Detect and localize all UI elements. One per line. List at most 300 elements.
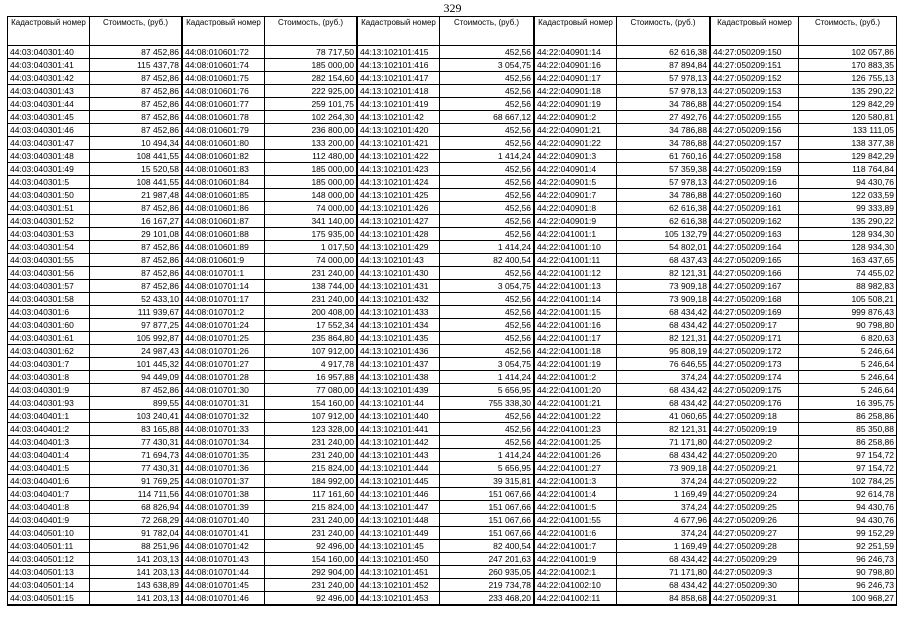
table-row [183,202,357,215]
cost-cell: 452,56 [440,72,534,85]
cadastral-number-cell: 44:22:041001:55 [535,514,617,527]
cost-cell: 126 755,13 [799,72,897,85]
cadastral-number-cell: 44:03:040301:52 [8,215,90,228]
cadastral-number-cell: 44:22:040901:16 [535,59,617,72]
cost-cell: 57 978,13 [617,176,710,189]
cadastral-number-cell: 44:08:010701:31 [183,397,265,410]
cost-cell: 999 876,43 [799,306,897,319]
table-row [358,293,534,306]
cost-cell: 94 430,76 [799,501,897,514]
cost-cell: 82 400,54 [440,254,534,267]
table-row [535,124,710,137]
cadastral-number-cell: 44:03:040401:9 [8,514,90,527]
cost-cell: 129 842,29 [799,150,897,163]
table-row [535,85,710,98]
table-row [535,189,710,202]
table-row [358,124,534,137]
cadastral-number-cell: 44:08:010701:43 [183,553,265,566]
table-row [711,124,897,137]
cadastral-number-cell: 44:08:010601:75 [183,72,265,85]
table-row [535,566,710,579]
table-row [358,566,534,579]
cost-cell: 231 240,00 [265,436,357,449]
cost-cell: 90 798,80 [799,566,897,579]
cost-cell: 231 240,00 [265,527,357,540]
table-row [183,436,357,449]
table-row [8,254,182,267]
cost-cell: 170 883,35 [799,59,897,72]
cost-cell: 151 067,66 [440,514,534,527]
table-row [535,306,710,319]
cost-cell: 5 246,64 [799,371,897,384]
cadastral-number-cell: 44:03:040301:41 [8,59,90,72]
cadastral-number-cell: 44:13:102101:45 [358,540,440,553]
cost-cell: 1 169,49 [617,540,710,553]
cost-cell: 16 395,75 [799,397,897,410]
table-row [535,371,710,384]
cadastral-number-cell: 44:08:010701:2 [183,306,265,319]
cadastral-number-cell: 44:08:010601:78 [183,111,265,124]
cost-cell: 83 165,88 [90,423,182,436]
table-row [358,111,534,124]
cadastral-number-cell: 44:08:010701:38 [183,488,265,501]
table-row [711,85,897,98]
table-row [183,189,357,202]
cost-cell: 374,24 [617,371,710,384]
cost-cell: 68 437,43 [617,254,710,267]
table-row [358,215,534,228]
cost-cell: 34 786,88 [617,137,710,150]
table-row [535,59,710,72]
cadastral-number-cell: 44:27:050209:175 [711,384,799,397]
cost-cell: 21 987,48 [90,189,182,202]
table-row [8,59,182,72]
cost-cell: 82 121,31 [617,267,710,280]
table-row [535,72,710,85]
table-row [8,137,182,150]
table-row [358,475,534,488]
cadastral-number-cell: 44:13:102101:432 [358,293,440,306]
cost-cell: 61 760,16 [617,150,710,163]
table-row [535,540,710,553]
cost-cell: 77 430,31 [90,462,182,475]
table-row [358,72,534,85]
table-row [183,449,357,462]
cadastral-number-cell: 44:13:102101:433 [358,306,440,319]
cost-cell: 107 912,00 [265,410,357,423]
cost-cell: 91 769,25 [90,475,182,488]
cadastral-number-cell: 44:13:102101:441 [358,423,440,436]
cadastral-number-cell: 44:22:041001:26 [535,449,617,462]
table-row [183,332,357,345]
cost-cell: 133 200,00 [265,137,357,150]
cadastral-number-cell: 44:03:040301:46 [8,124,90,137]
cost-cell: 151 067,66 [440,501,534,514]
cadastral-number-cell: 44:27:050209:169 [711,306,799,319]
cadastral-number-cell: 44:13:102101:429 [358,241,440,254]
cost-cell: 231 240,00 [265,514,357,527]
cadastral-number-cell: 44:27:050209:157 [711,137,799,150]
table-row [711,397,897,410]
cadastral-number-cell: 44:27:050209:150 [711,46,799,59]
table-row [711,215,897,228]
cadastral-number-cell: 44:27:050209:173 [711,358,799,371]
cadastral-number-cell: 44:27:050209:166 [711,267,799,280]
cadastral-number-cell: 44:27:050209:161 [711,202,799,215]
cost-cell: 92 496,00 [265,540,357,553]
cadastral-number-cell: 44:08:010701:28 [183,371,265,384]
cadastral-number-cell: 44:22:041001:14 [535,293,617,306]
cadastral-number-cell: 44:03:040501:10 [8,527,90,540]
cadastral-number-cell: 44:27:050209:18 [711,410,799,423]
table-row [711,111,897,124]
cadastral-table-4 [534,16,710,606]
cadastral-number-cell: 44:13:102101:423 [358,163,440,176]
cadastral-number-cell: 44:03:040301:58 [8,293,90,306]
cadastral-number-cell: 44:03:040301:8 [8,371,90,384]
cadastral-number-cell: 44:22:041001:21 [535,397,617,410]
cadastral-number-cell: 44:27:050209:3 [711,566,799,579]
cost-cell: 94 430,76 [799,176,897,189]
table-row [535,111,710,124]
cadastral-number-cell: 44:27:050209:27 [711,527,799,540]
cost-cell: 82 121,31 [617,332,710,345]
cost-cell: 200 408,00 [265,306,357,319]
cost-cell: 102 784,25 [799,475,897,488]
cadastral-number-cell: 44:08:010701:41 [183,527,265,540]
cost-cell: 78 717,50 [265,46,357,59]
cadastral-number-cell: 44:27:050209:155 [711,111,799,124]
table-row [711,72,897,85]
table-row [8,241,182,254]
cost-cell: 92 251,59 [799,540,897,553]
table-row [535,215,710,228]
table-row [711,176,897,189]
cadastral-number-cell: 44:13:102101:44 [358,397,440,410]
table-row [183,579,357,592]
table-row [183,306,357,319]
table-row [183,358,357,371]
cadastral-number-cell: 44:22:041001:19 [535,358,617,371]
table-row [8,514,182,527]
cost-cell: 71 694,73 [90,449,182,462]
table-row [711,475,897,488]
cadastral-number-cell: 44:27:050209:29 [711,553,799,566]
cost-cell: 101 445,32 [90,358,182,371]
cadastral-number-cell: 44:22:040901:2 [535,111,617,124]
cadastral-number-cell: 44:22:041001:1 [535,228,617,241]
cadastral-number-cell: 44:22:041001:3 [535,475,617,488]
cadastral-number-cell: 44:03:040301:45 [8,111,90,124]
cost-cell: 452,56 [440,98,534,111]
cost-cell: 1 017,50 [265,241,357,254]
cadastral-number-cell: 44:22:041001:23 [535,423,617,436]
cadastral-number-cell: 44:08:010601:72 [183,46,265,59]
table-row [535,345,710,358]
table-row [535,462,710,475]
cadastral-number-cell: 44:22:041002:10 [535,579,617,592]
cadastral-number-cell: 44:03:040301:54 [8,241,90,254]
cost-cell: 231 240,00 [265,449,357,462]
table-row [535,358,710,371]
header-cost: Стоимость, (руб.) [440,17,534,46]
cost-cell: 452,56 [440,228,534,241]
table-row [358,46,534,59]
table-row [358,384,534,397]
cost-cell: 175 935,00 [265,228,357,241]
cadastral-table-2 [182,16,357,606]
cadastral-number-cell: 44:03:040401:6 [8,475,90,488]
cadastral-number-cell: 44:13:102101:450 [358,553,440,566]
table-row [8,462,182,475]
table-row [711,423,897,436]
cost-cell: 151 067,66 [440,488,534,501]
cadastral-number-cell: 44:27:050209:151 [711,59,799,72]
table-row [711,241,897,254]
cost-cell: 215 824,00 [265,501,357,514]
cadastral-number-cell: 44:03:040501:13 [8,566,90,579]
table-row [183,397,357,410]
cost-cell: 87 452,86 [90,267,182,280]
table-row [535,501,710,514]
cost-cell: 452,56 [440,345,534,358]
table-row [358,345,534,358]
cadastral-number-cell: 44:08:010601:88 [183,228,265,241]
cadastral-number-cell: 44:08:010601:86 [183,202,265,215]
cost-cell: 112 480,00 [265,150,357,163]
cost-cell: 452,56 [440,124,534,137]
cost-cell: 222 925,00 [265,85,357,98]
cadastral-number-cell: 44:13:102101:453 [358,592,440,606]
table-row [8,215,182,228]
table-row [358,189,534,202]
cadastral-number-cell: 44:27:050209:153 [711,85,799,98]
cadastral-number-cell: 44:03:040301:56 [8,267,90,280]
table-row [358,449,534,462]
cost-cell: 82 121,31 [617,423,710,436]
table-row [358,306,534,319]
table-row [8,592,182,606]
table-row [358,540,534,553]
table-row [535,241,710,254]
cadastral-number-cell: 44:27:050209:20 [711,449,799,462]
cost-cell: 102 057,86 [799,46,897,59]
cost-cell: 92 496,00 [265,592,357,606]
cadastral-number-cell: 44:22:040901:3 [535,150,617,163]
table-row [183,384,357,397]
table-row [711,98,897,111]
cadastral-number-cell: 44:03:040301:57 [8,280,90,293]
table-row [535,449,710,462]
cost-cell: 1 169,49 [617,488,710,501]
table-row [358,254,534,267]
table-row [8,488,182,501]
cadastral-number-cell: 44:03:040301:6 [8,306,90,319]
cost-cell: 71 171,80 [617,566,710,579]
cadastral-number-cell: 44:27:050209:17 [711,319,799,332]
header-cadastral-number: Кадастровый номер [8,17,90,46]
cost-cell: 233 468,20 [440,592,534,606]
table-row [711,202,897,215]
cost-cell: 231 240,00 [265,293,357,306]
cost-cell: 73 909,18 [617,462,710,475]
cost-cell: 29 101,08 [90,228,182,241]
cadastral-number-cell: 44:08:010601:80 [183,137,265,150]
table-row [711,358,897,371]
cost-cell: 16 957,88 [265,371,357,384]
cost-cell: 185 000,00 [265,59,357,72]
cadastral-number-cell: 44:13:102101:436 [358,345,440,358]
cost-cell: 82 400,54 [440,540,534,553]
table-row [711,514,897,527]
cost-cell: 374,24 [617,475,710,488]
cost-cell: 87 452,86 [90,111,182,124]
cost-cell: 452,56 [440,189,534,202]
cadastral-number-cell: 44:08:010701:1 [183,267,265,280]
table-row [8,202,182,215]
cost-cell: 84 858,68 [617,592,710,606]
cost-cell: 452,56 [440,215,534,228]
table-row [358,514,534,527]
cost-cell: 185 000,00 [265,163,357,176]
cost-cell: 1 414,24 [440,449,534,462]
cost-cell: 87 452,86 [90,98,182,111]
cost-cell: 452,56 [440,85,534,98]
table-row [183,592,357,606]
table-row [535,163,710,176]
cadastral-number-cell: 44:03:040301:62 [8,345,90,358]
cadastral-number-cell: 44:08:010701:30 [183,384,265,397]
cadastral-number-cell: 44:08:010701:40 [183,514,265,527]
table-row [183,293,357,306]
cost-cell: 128 934,30 [799,228,897,241]
cadastral-number-cell: 44:13:102101:425 [358,189,440,202]
cadastral-number-cell: 44:27:050209:168 [711,293,799,306]
cadastral-number-cell: 44:13:102101:421 [358,137,440,150]
cadastral-number-cell: 44:22:041001:4 [535,488,617,501]
cadastral-number-cell: 44:03:040301:47 [8,137,90,150]
cost-cell: 452,56 [440,163,534,176]
cadastral-number-cell: 44:13:102101:434 [358,319,440,332]
cost-cell: 899,55 [90,397,182,410]
cadastral-number-cell: 44:22:041001:5 [535,501,617,514]
cost-cell: 76 646,55 [617,358,710,371]
cadastral-number-cell: 44:22:040901:22 [535,137,617,150]
cost-cell: 108 441,55 [90,150,182,163]
cadastral-number-cell: 44:08:010701:32 [183,410,265,423]
table-row [8,319,182,332]
table-row [535,267,710,280]
cost-cell: 5 246,64 [799,384,897,397]
cadastral-number-cell: 44:08:010701:27 [183,358,265,371]
table-row [8,306,182,319]
table-row [8,384,182,397]
cost-cell: 85 350,88 [799,423,897,436]
cost-cell: 123 328,00 [265,423,357,436]
cost-cell: 117 161,60 [265,488,357,501]
header-cost: Стоимость, (руб.) [799,17,897,46]
table-row [358,592,534,606]
cadastral-number-cell: 44:27:050209:172 [711,345,799,358]
cost-cell: 100 968,27 [799,592,897,606]
cadastral-number-cell: 44:13:102101:416 [358,59,440,72]
table-row [535,527,710,540]
cadastral-number-cell: 44:08:010701:26 [183,345,265,358]
cost-cell: 111 939,67 [90,306,182,319]
cadastral-number-cell: 44:03:040301:7 [8,358,90,371]
cadastral-number-cell: 44:27:050209:154 [711,98,799,111]
cost-cell: 74 000,00 [265,254,357,267]
cadastral-number-cell: 44:22:041001:22 [535,410,617,423]
header-cadastral-number: Кадастровый номер [711,17,799,46]
table-row [358,241,534,254]
table-row [358,436,534,449]
table-row [358,228,534,241]
cadastral-number-cell: 44:13:102101:448 [358,514,440,527]
cost-cell: 151 067,66 [440,527,534,540]
table-row [8,436,182,449]
table-row [8,267,182,280]
cost-cell: 68 434,42 [617,319,710,332]
table-row [711,566,897,579]
cost-cell: 87 894,84 [617,59,710,72]
table-row [358,553,534,566]
table-row [535,176,710,189]
cost-cell: 87 452,86 [90,202,182,215]
cost-cell: 219 734,78 [440,579,534,592]
table-row [711,137,897,150]
table-row [358,280,534,293]
cost-cell: 141 203,13 [90,553,182,566]
cadastral-number-cell: 44:13:102101:444 [358,462,440,475]
cost-cell: 163 437,65 [799,254,897,267]
cost-cell: 452,56 [440,267,534,280]
table-row [711,371,897,384]
table-row [535,592,710,606]
table-row [535,319,710,332]
cadastral-number-cell: 44:13:102101:439 [358,384,440,397]
cost-cell: 3 054,75 [440,280,534,293]
cost-cell: 1 414,24 [440,371,534,384]
cost-cell: 452,56 [440,46,534,59]
cadastral-number-cell: 44:13:102101:42 [358,111,440,124]
cost-cell: 452,56 [440,423,534,436]
cadastral-number-cell: 44:27:050209:174 [711,371,799,384]
cadastral-number-cell: 44:08:010601:83 [183,163,265,176]
cadastral-number-cell: 44:27:050209:24 [711,488,799,501]
cadastral-number-cell: 44:08:010701:46 [183,592,265,606]
cost-cell: 118 764,84 [799,163,897,176]
cadastral-number-cell: 44:22:041001:6 [535,527,617,540]
cadastral-number-cell: 44:03:040401:7 [8,488,90,501]
cost-cell: 71 171,80 [617,436,710,449]
cost-cell: 154 160,00 [265,397,357,410]
cost-cell: 94 430,76 [799,514,897,527]
cost-cell: 74 455,02 [799,267,897,280]
cost-cell: 10 494,34 [90,137,182,150]
cost-cell: 452,56 [440,410,534,423]
table-row [535,150,710,163]
table-row [183,280,357,293]
cost-cell: 154 160,00 [265,553,357,566]
table-row [183,137,357,150]
table-row [183,163,357,176]
cadastral-number-cell: 44:13:102101:43 [358,254,440,267]
table-row [183,254,357,267]
cadastral-number-cell: 44:27:050209:167 [711,280,799,293]
cost-cell: 452,56 [440,202,534,215]
cost-cell: 72 268,29 [90,514,182,527]
